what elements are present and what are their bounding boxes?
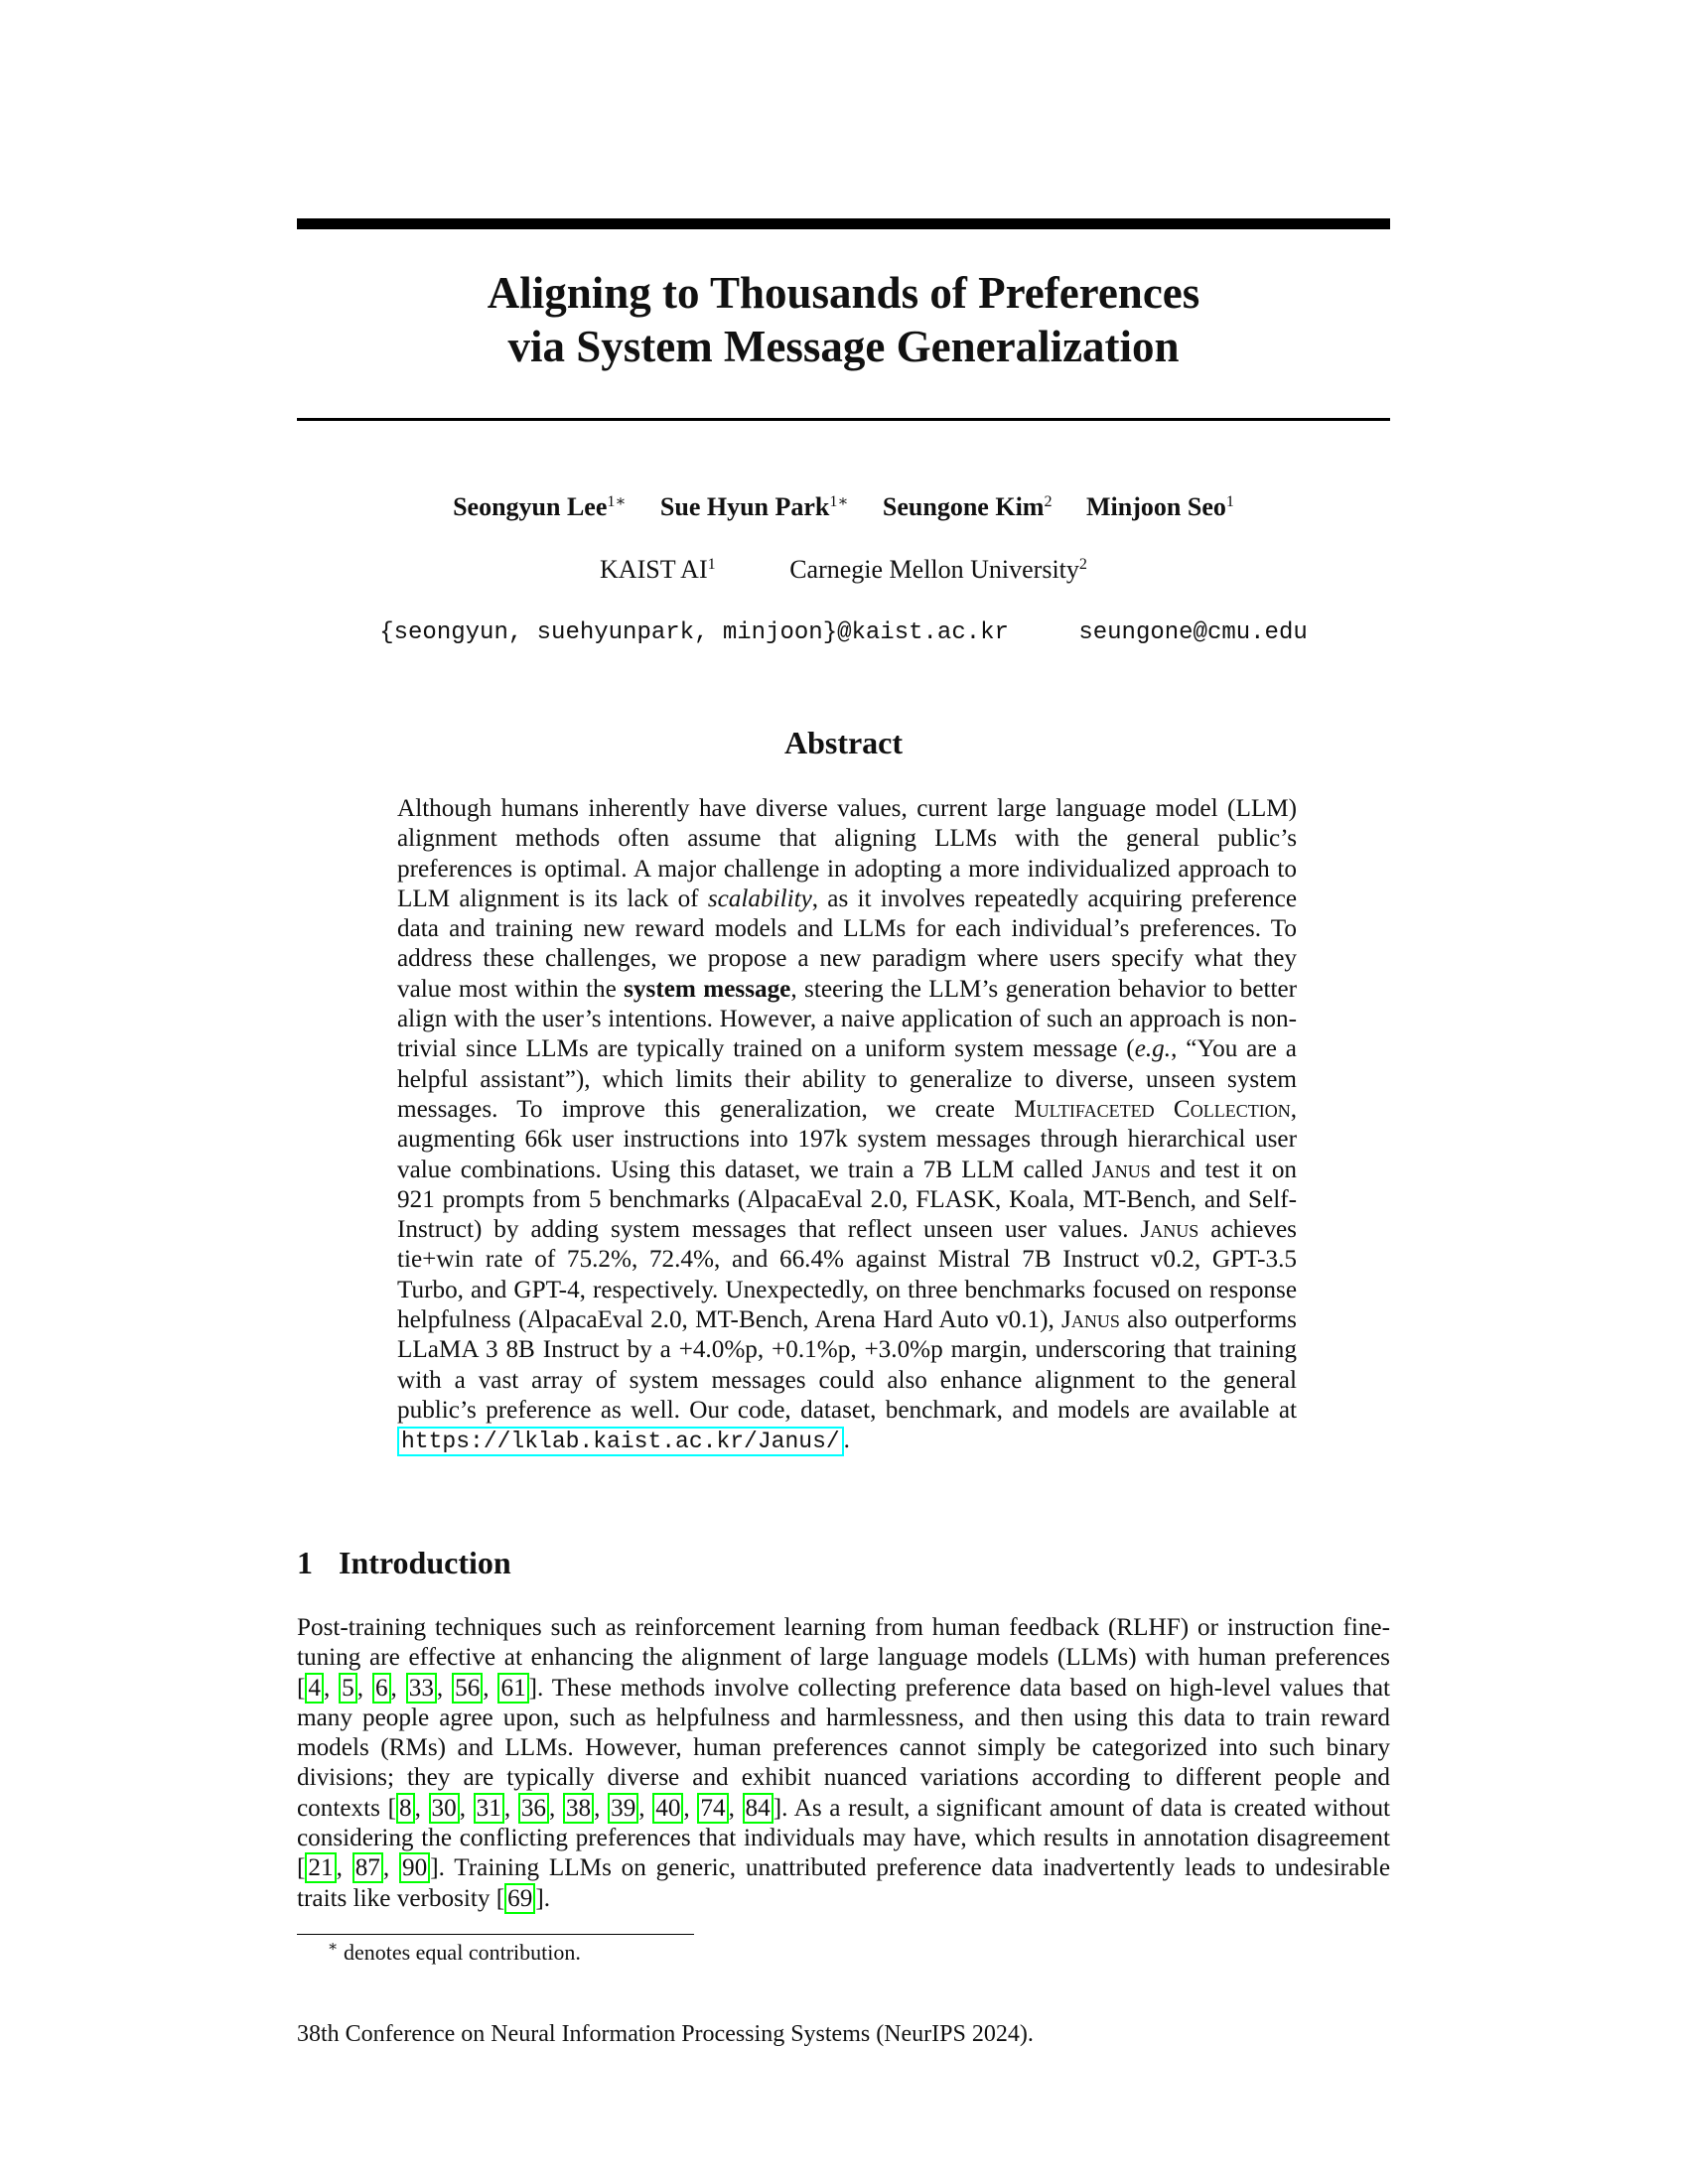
citation-link[interactable]: 5 xyxy=(339,1673,357,1704)
model-name: Janus xyxy=(1140,1216,1199,1244)
citation-link[interactable]: 61 xyxy=(497,1673,528,1704)
section-number: 1 xyxy=(297,1545,313,1580)
citation-link[interactable]: 21 xyxy=(305,1852,336,1883)
citation-link[interactable]: 74 xyxy=(697,1793,728,1824)
emphasis-scalability: scalability xyxy=(707,885,812,912)
dataset-name: Multifaceted Collection xyxy=(1014,1095,1291,1123)
citation-link[interactable]: 38 xyxy=(563,1793,594,1824)
author: Sue Hyun Park$^{1∗}$ xyxy=(659,492,849,521)
citation-link[interactable]: 39 xyxy=(608,1793,638,1824)
author: Seongyun Lee$^{1∗}$ xyxy=(453,492,627,521)
paper-title xyxy=(297,266,1390,373)
abstract-body: Although humans inherently have diverse values, current large language model (LLM) alignment methods often assume that aligning LLMs with the general public’s preferences is optimal. A major challenge in adopting a more individualized approach to LLM alignment is its lack of scalability, as it involves repeatedly acquiring preference data and training new reward models and LLMs for each individual’s preferences. To address these challenges, we propose a new paradigm where users specify what they value most within the system message, steering the LLM’s generation behavior to better align with the user’s intentions. However, a naive application of such an approach is non-trivial since LLMs are typically trained on a uniform system message (e.g., “You are a helpful assistant”), which limits their ability to generalize to diverse, unseen system messages. To improve this generalization, we create Multifaceted Collection, augmenting 66k user instructions into 197k system messages through hierarchical user value combinations. Using this dataset, we train a 7B LLM called Janus and test it on 921 prompts from 5 benchmarks (AlpacaEval 2.0, FLASK, Koala, MT-Bench, and Self-Instruct) by adding system messages that reflect unseen user values. Janus achieves tie+win rate of 75.2%, 72.4%, and 66.4% against Mistral 7B Instruct v0.2, GPT-3.5 Turbo, and GPT-4, respectively. Unexpectedly, on three benchmarks focused on response helpfulness (AlpacaEval 2.0, MT-Bench, Arena Hard Auto v0.1), Janus also outperforms LLaMA 3 8B Instruct by a +4.0%p, +0.1%p, +3.0%p margin, underscoring that training with a vast array of system messages could also enhance alignment to the general public’s preference as well. Our code, dataset, benchmark, and models are available at https://lklab.kaist.ac.kr/Janus/ . xyxy=(397,795,1298,1455)
citation-link[interactable]: 8 xyxy=(396,1793,415,1824)
section-heading-introduction xyxy=(297,1545,511,1581)
author: Seungone Kim$^2$ xyxy=(882,492,1053,521)
footnote-rule xyxy=(297,1934,694,1935)
email-address: {seongyun, suehyunpark, minjoon}@kaist.ac.kr xyxy=(379,619,1009,646)
citation-link[interactable]: 87 xyxy=(352,1852,383,1883)
citation-link[interactable]: 6 xyxy=(372,1673,391,1704)
title-rule-top xyxy=(297,218,1390,229)
author-list xyxy=(297,492,1390,522)
title-rule-bottom xyxy=(297,418,1390,421)
title-line-2: via System Message Generalization xyxy=(507,322,1180,371)
abstract-heading: Abstract xyxy=(783,725,904,760)
footnote-mark: ∗ xyxy=(328,1938,339,1956)
affiliation-list xyxy=(297,555,1390,585)
conference-note: 38th Conference on Neural Information Processing Systems (NeurIPS 2024). xyxy=(297,2021,1034,2047)
email-address: seungone@cmu.edu xyxy=(1078,619,1308,646)
citation-link[interactable]: 90 xyxy=(399,1852,430,1883)
author: Minjoon Seo$^1$ xyxy=(1086,492,1234,521)
affiliation: KAIST $AI^1$ xyxy=(600,555,716,584)
model-name: Janus xyxy=(1061,1306,1120,1334)
section-title: Introduction xyxy=(339,1545,511,1580)
citation-link[interactable]: 33 xyxy=(406,1673,437,1704)
footnote: ∗ denotes equal contribution. xyxy=(328,1938,581,1965)
citation-link[interactable]: 4 xyxy=(305,1673,324,1704)
email-list xyxy=(297,619,1390,646)
project-url-link[interactable]: https://lklab.kaist.ac.kr/Janus/ xyxy=(397,1427,844,1456)
introduction-paragraph: Post-training techniques such as reinforcement learning from human feedback (RLHF) or instruction fine-tuning are effective at enhancing the alignment of large language models (LLMs) with human preferences [ 4 , 5 , 6 , 33 , 56 , 61 ]. These methods involve collecting preference data based on high-level values that many people agree upon, such as helpfulness and harmlessness, and then using this data to train reward models (RMs) and LLMs. However, human preferences cannot simply be categorized into such binary divisions; they are typically diverse and exhibit nuanced variations according to different people and contexts [ 8 , 30 , 31 , 36 , 38 , 39 , 40 , 74 , 84 ]. As a result, a significant amount of data is created without considering the conflicting preferences that individuals may have, which results in annotation disagreement [ 21 , 87 , 90 ]. Training LLMs on generic, unattributed preference data inadvertently leads to undesirable traits like verbosity [ 69 ]. xyxy=(297,1614,1391,1912)
citation-link[interactable]: 69 xyxy=(504,1883,535,1914)
affiliation: Carnegie Mellon University$^2$ xyxy=(789,555,1087,584)
citation-link[interactable]: 84 xyxy=(743,1793,774,1824)
model-name: Janus xyxy=(1091,1156,1151,1183)
citation-link[interactable]: 36 xyxy=(518,1793,549,1824)
emphasis-system-message: system message xyxy=(624,975,791,1003)
citation-link[interactable]: 56 xyxy=(452,1673,483,1704)
citation-link[interactable]: 31 xyxy=(474,1793,504,1824)
citation-link[interactable]: 30 xyxy=(429,1793,460,1824)
title-line-1: Aligning to Thousands of Preferences xyxy=(487,268,1200,318)
citation-link[interactable]: 40 xyxy=(652,1793,683,1824)
